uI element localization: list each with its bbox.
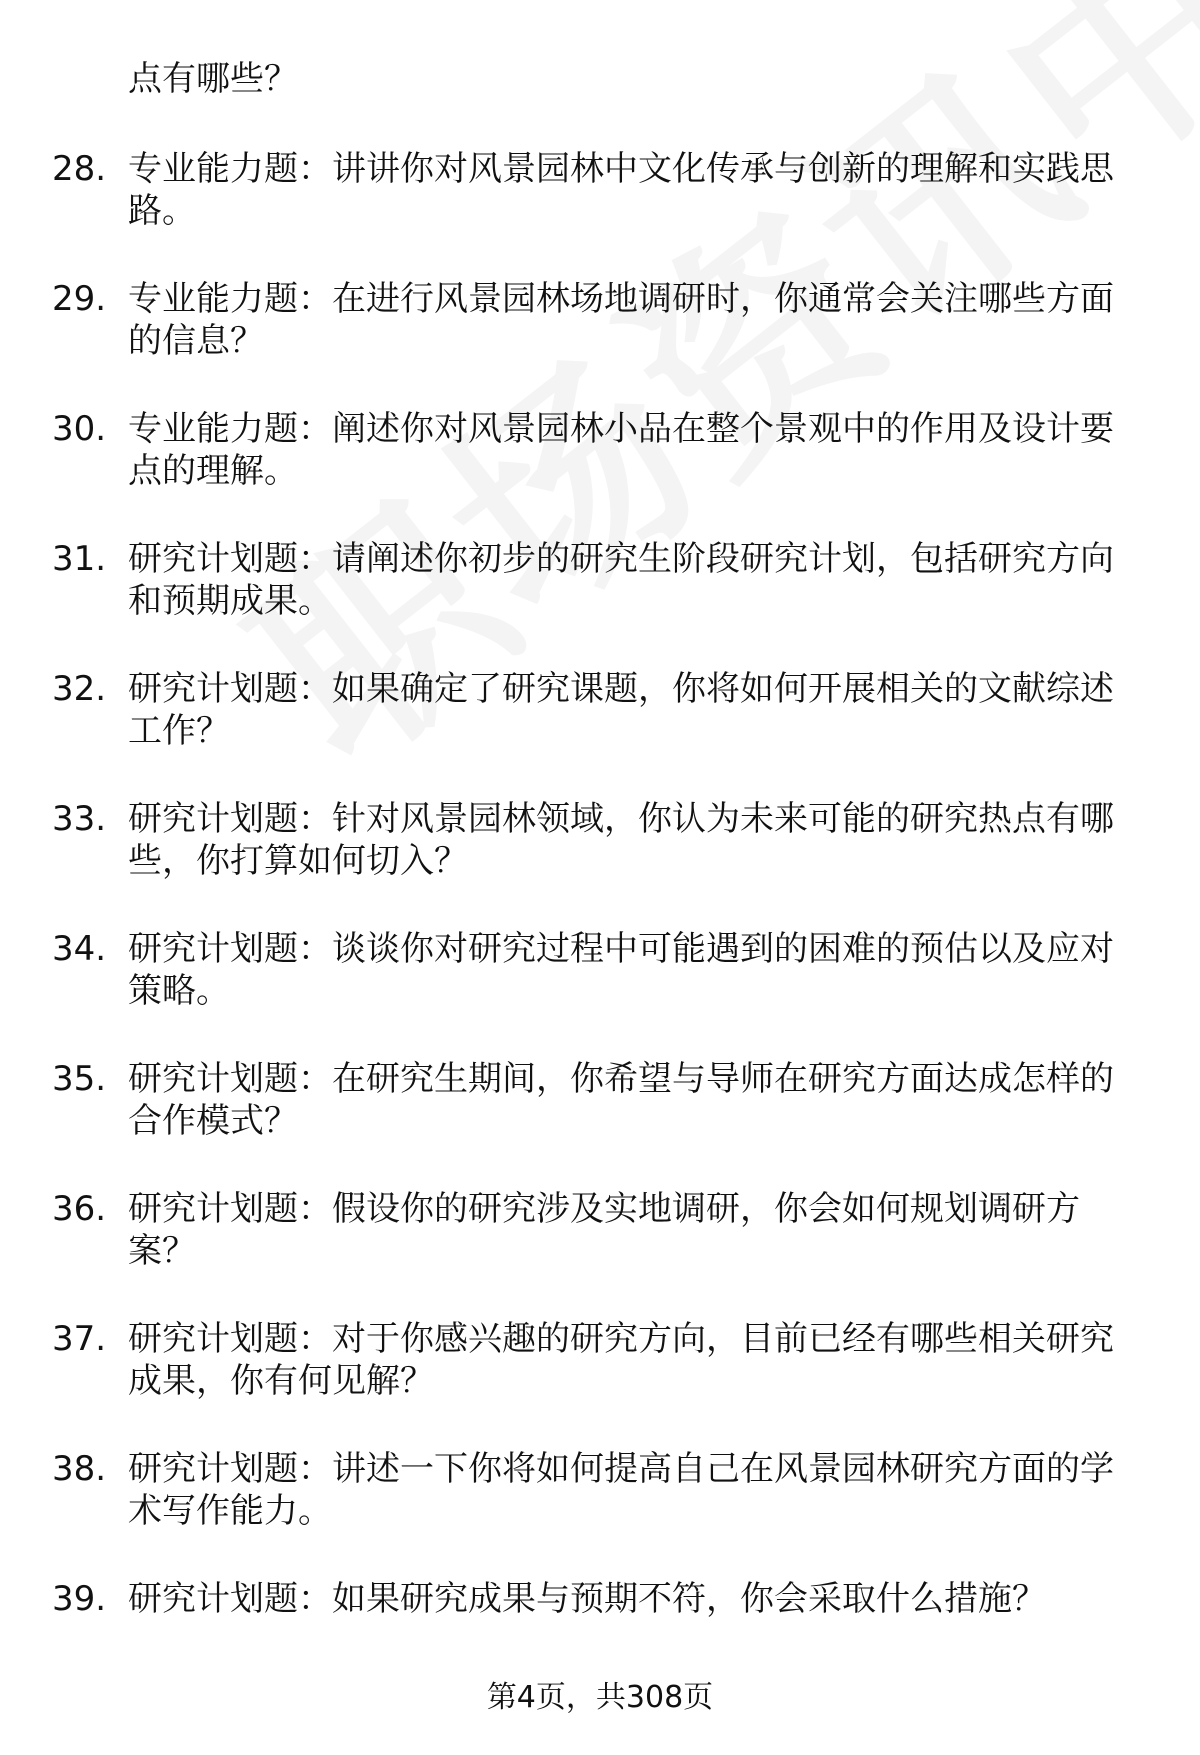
- item-text: 研究计划题：讲述一下你将如何提高自己在风景园林研究方面的学术写作能力。: [128, 1449, 1114, 1531]
- item-text: 研究计划题：在研究生期间，你希望与导师在研究方面达成怎样的合作模式？: [128, 1059, 1114, 1141]
- item-text: 研究计划题：请阐述你初步的研究生阶段研究计划，包括研究方向和预期成果。: [128, 539, 1114, 621]
- list-item: [0, 660, 1200, 790]
- item-text: 专业能力题：阐述你对风景园林小品在整个景观中的作用及设计要点的理解。: [128, 409, 1114, 491]
- item-number: 34.: [52, 929, 107, 969]
- list-item: [0, 1180, 1200, 1310]
- item-number: 35.: [52, 1059, 107, 1099]
- item-number: 39.: [52, 1579, 107, 1619]
- question-list: [0, 140, 1200, 1700]
- list-item: [0, 530, 1200, 660]
- item-number: 31.: [52, 539, 107, 579]
- item-text: 专业能力题：讲讲你对风景园林中文化传承与创新的理解和实践思路。: [128, 149, 1114, 231]
- item-number: 29.: [52, 279, 107, 319]
- item-text: 研究计划题：对于你感兴趣的研究方向，目前已经有哪些相关研究成果，你有何见解？: [128, 1319, 1114, 1401]
- list-item: [0, 140, 1200, 270]
- item-text: 研究计划题：如果确定了研究课题，你将如何开展相关的文献综述工作？: [128, 669, 1114, 751]
- item-number: 28.: [52, 149, 107, 189]
- item-text: 研究计划题：假设你的研究涉及实地调研，你会如何规划调研方案？: [128, 1189, 1080, 1271]
- list-item: [0, 400, 1200, 530]
- list-item: [0, 1440, 1200, 1570]
- list-item: [0, 1050, 1200, 1180]
- item-text: 研究计划题：谈谈你对研究过程中可能遇到的困难的预估以及应对策略。: [128, 929, 1114, 1011]
- list-item: [0, 920, 1200, 1050]
- list-item: [0, 790, 1200, 920]
- item-number: 30.: [52, 409, 107, 449]
- item-text: 专业能力题：在进行风景园林场地调研时，你通常会关注哪些方面的信息？: [128, 279, 1114, 361]
- item-number: 38.: [52, 1449, 107, 1489]
- item-text: 研究计划题：如果研究成果与预期不符，你会采取什么措施？: [128, 1579, 1046, 1619]
- page-footer: 第4页，共308页: [486, 1680, 714, 1715]
- item-number: 32.: [52, 669, 107, 709]
- item-number: 33.: [52, 799, 107, 839]
- list-item: [0, 1310, 1200, 1440]
- item-number: 36.: [52, 1189, 107, 1229]
- list-item: [0, 270, 1200, 400]
- item-number: 37.: [52, 1319, 107, 1359]
- continuation-text: 点有哪些？: [128, 59, 298, 99]
- item-text: 研究计划题：针对风景园林领域，你认为未来可能的研究热点有哪些，你打算如何切入？: [128, 799, 1114, 881]
